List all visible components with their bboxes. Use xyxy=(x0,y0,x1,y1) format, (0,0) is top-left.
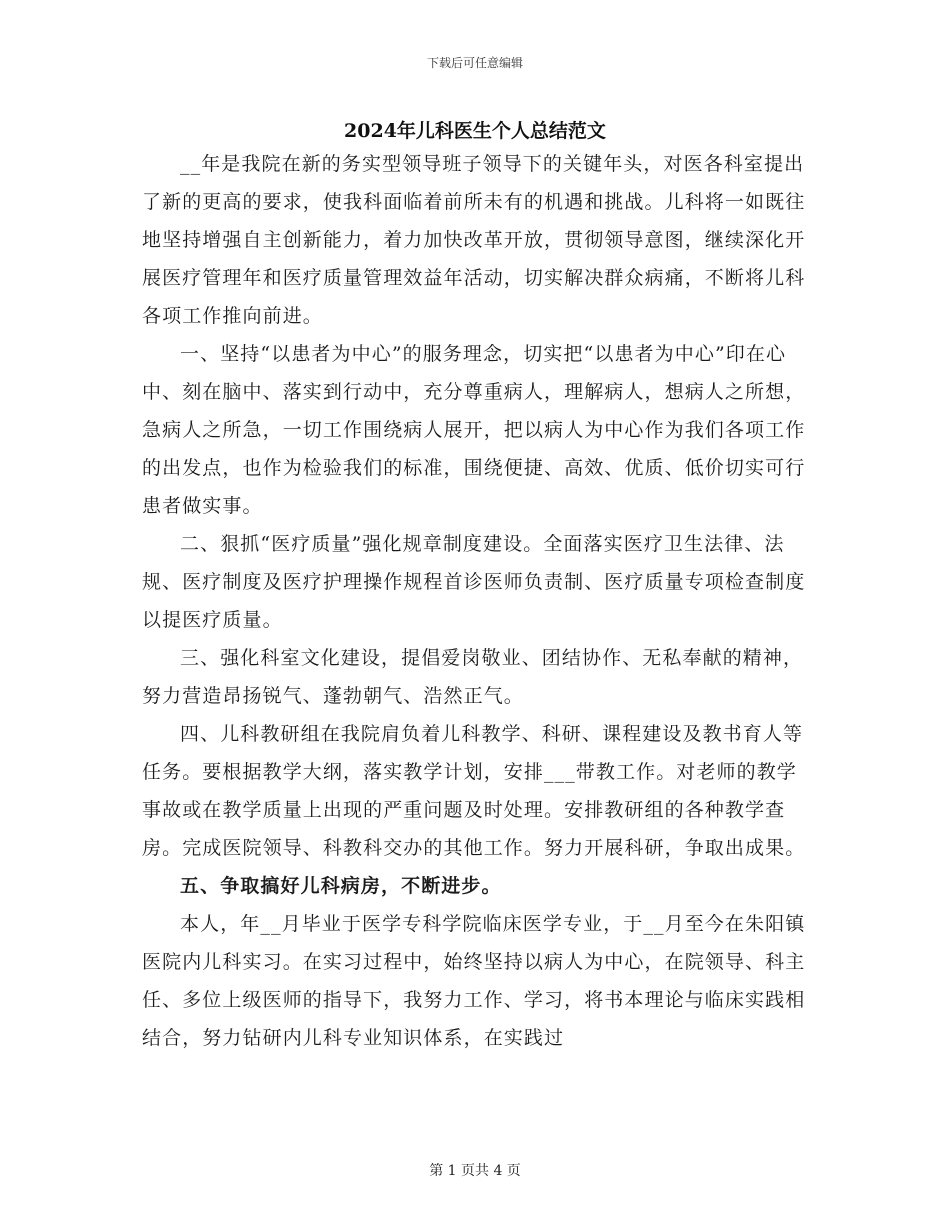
paragraph-intro: __年是我院在新的务实型领导班子领导下的关键年头，对医各科室提出了新的更高的要求，使我科面临着前所未有的机遇和挑战。儿科将一如既往地坚持增强自主创新能力，着力加快改革开放，贯彻领导意图，继续深化开展医疗管理年和医疗质量管理效益年活动，切实解决群众病痛，不断将儿科各项工作推向前进。 xyxy=(142,153,806,327)
paragraph-section-1: 一、坚持“以患者为中心”的服务理念，切实把“以患者为中心”印在心中、刻在脑中、落实到行动中，充分尊重病人，理解病人，想病人之所想，急病人之所急，一切工作围绕病人展开，把以病人为中心作为我们各项工作的出发点，也作为检验我们的标准，围绕便捷、高效、优质、低价切实可行患者做实事。 xyxy=(142,343,806,517)
page-number: 第 1 页共 4 页 xyxy=(429,1163,521,1179)
paragraph-section-2: 二、狠抓“医疗质量”强化规章制度建设。全面落实医疗卫生法律、法规、医疗制度及医疗护理操作规程首诊医师负责制、医疗质量专项检查制度以提医疗质量。 xyxy=(142,533,806,631)
paragraph-section-4: 四、儿科教研组在我院肩负着儿科教学、科研、课程建设及教书育人等任务。要根据教学大纲，落实教学计划，安排___带教工作。对老师的教学事故或在教学质量上出现的严重问题及时处理。安排教研组的各种教学查房。完成医院领导、科教科交办的其他工作。努力开展科研，争取出成果。 xyxy=(142,723,806,859)
paragraph-personal: 本人，年__月毕业于医学专科学院临床医学专业，于__月至今在朱阳镇医院内儿科实习。在实习过程中，始终坚持以病人为中心，在院领导、科主任、多位上级医师的指导下，我努力工作、学习，将书本理论与临床实践相结合，努力钻研内儿科专业知识体系，在实践过 xyxy=(142,913,806,1049)
paragraph-section-3: 三、强化科室文化建设，提倡爱岗敬业、团结协作、无私奉献的精神，努力营造昂扬锐气、蓬勃朝气、浩然正气。 xyxy=(142,647,804,707)
paragraph-section-5-heading: 五、争取搞好儿科病房，不断进步。 xyxy=(180,875,502,897)
header-note: 下载后可任意编辑 xyxy=(426,56,523,70)
document-title: 2024年儿科医生个人总结范文 xyxy=(344,120,606,142)
document-body xyxy=(142,145,807,1057)
